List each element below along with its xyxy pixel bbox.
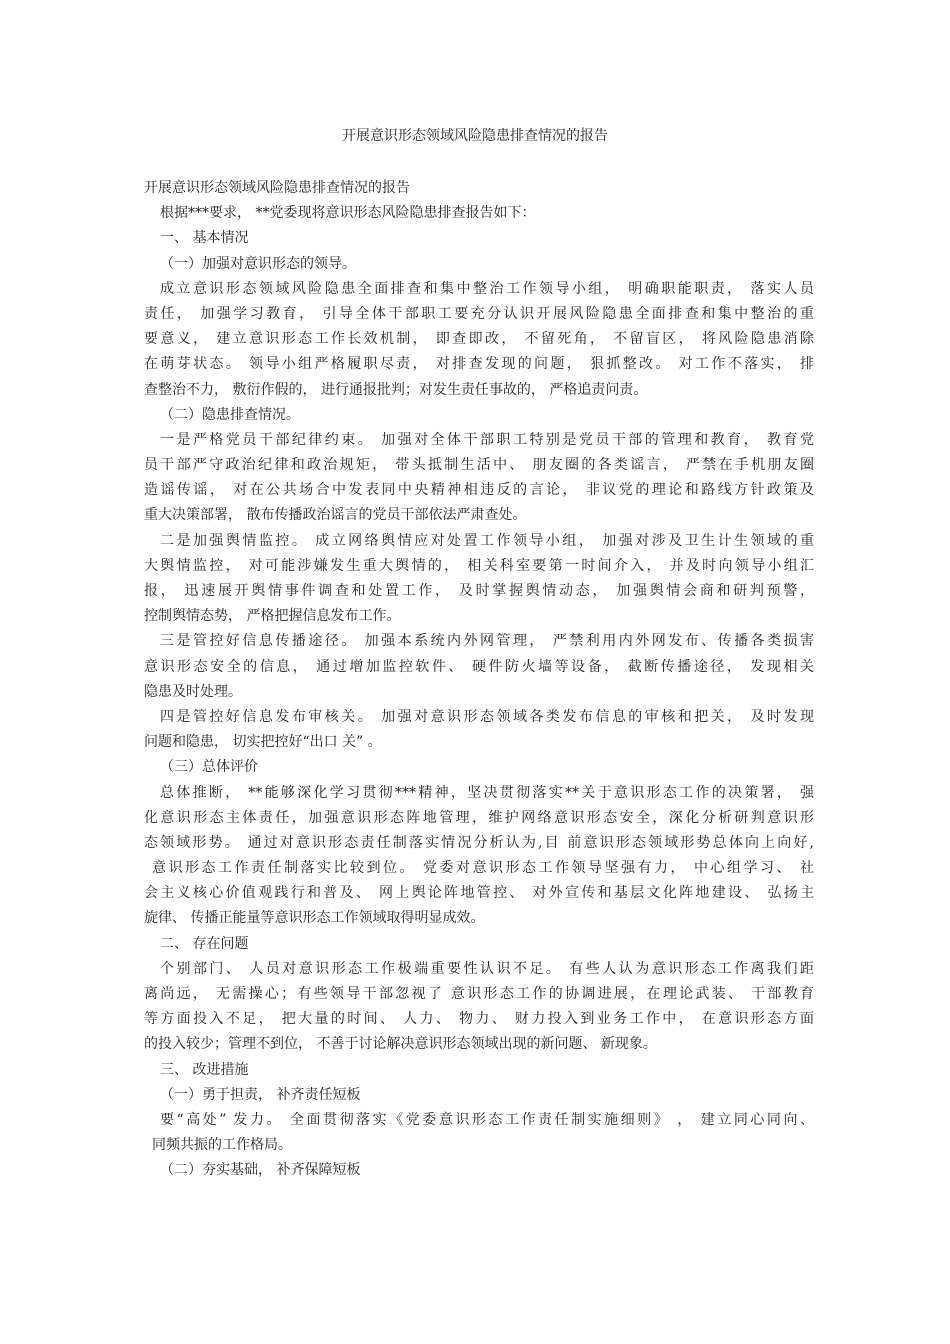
text-line: 重大决策部署， 散布传播政治谣言的党员干部依法严肃查处。 [144,507,527,524]
text-line: 旋律、 传播正能量等意识形态工作领域取得明显成效。 [144,910,485,927]
text-line: （二）夯实基础， 补齐保障短板 [160,1162,361,1179]
text-line: 意识形态安全的信息， 通过增加监控软件、 硬件防火墙等设备， 截断传播途径， 发现相关 [144,658,814,675]
text-line: 个别部门、 人员对意识形态工作极端重要性认识不足。 有些人认为意识形态工作离我们距 [160,960,814,977]
text-line: 三、 改进措施 [160,1061,249,1078]
text-line: （二）隐患排查情况。 [160,406,300,423]
text-line: 化意识形态主体责任，加强意识形态阵地管理，维护网络意识形态安全，深化分析研判意识形 [144,809,814,826]
text-line: 根据***要求， **党委现将意识形态风险隐患排查报告如下： [160,205,536,222]
text-line: 二是加强舆情监控。 成立网络舆情应对处置工作领导小组， 加强对涉及卫生计生领域的重 [160,532,814,549]
text-line: 等方面投入不足， 把大量的时间、 人力、 物力、 财力投入到业务工作中， 在意识形态方面 [144,1011,814,1028]
text-line: 查整治不力， 敷衍作假的， 进行通报批判；对发生责任事故的， 严格追责问责。 [144,381,648,398]
text-line: 报， 迅速展开舆情事件调查和处置工作， 及时掌握舆情动态， 加强舆情会商和研判预警， [144,583,814,599]
text-line: 二、 存在问题 [160,935,249,952]
text-line: 态领域形势。 通过对意识形态责任制落实情况分析认为,目 前意识形态领域形势总体向上向好, [144,834,814,851]
text-line: 大舆情监控， 对可能涉嫌发生重大舆情的， 相关科室要第一时间介入， 并及时向领导小组汇 [144,557,814,574]
text-line: 的投入较少；管理不到位， 不善于讨论解决意识形态领域出现的新问题、 新现象。 [144,1036,657,1053]
text-line: （一）加强对意识形态的领导。 [160,255,356,272]
text-line: 控制舆情态势， 严格把握信息发布工作。 [144,608,401,625]
text-line: 会主义核心价值观践行和普及、 网上舆论阵地管控、 对外宣传和基层文化阵地建设、 弘扬主 [144,885,814,902]
text-line: 开展意识形态领域风险隐患排查情况的报告 [144,180,410,196]
text-line: 离尚远， 无需操心；有些领导干部忽视了 意识形态工作的协调进展，在理论武装、 干部教育 [144,986,814,1002]
text-line: 在萌芽状态。 领导小组严格履职尽责， 对排查发现的问题， 狠抓整改。 对工作不落实， 排 [144,356,814,373]
text-line: （三）总体评价 [160,759,258,776]
text-line: 问题和隐患， 切实把控好“出口 关” 。 [144,734,382,751]
text-line: 一是严格党员干部纪律约束。 加强对全体干部职工特别是党员干部的管理和教育， 教育党 [160,431,814,448]
text-line: 同频共振的工作格局。 [152,1137,292,1154]
text-line: 总体推断， **能够深化学习贯彻***精神，坚决贯彻落实**关于意识形态工作的决策署， 强 [160,784,814,801]
text-line: 一、 基本情况 [160,230,249,247]
text-line: 四是管控好信息发布审核关。 加强对意识形态领域各类发布信息的审核和把关， 及时发现 [160,708,814,725]
document-title: 开展意识形态领域风险隐患排查情况的报告 [342,128,608,144]
text-line: 成立意识形态领域风险隐患全面排查和集中整治工作领导小组， 明确职能职责， 落实人员 [160,280,814,297]
text-line: 三是管控好信息传播途径。 加强本系统内外网管理， 严禁利用内外网发布、传播各类损害 [160,633,814,650]
text-line: （一）勇于担责， 补齐责任短板 [160,1086,361,1103]
text-line: 隐患及时处理。 [144,683,242,700]
text-line: 意识形态工作责任制落实比较到位。 党委对意识形态工作领导坚强有力， 中心组学习、 社 [152,860,814,877]
document-body [144,176,814,1184]
text-line: 要意义， 建立意识形态工作长效机制， 即查即改， 不留死角， 不留盲区， 将风险隐患消除 [144,331,814,348]
text-line: 员干部严守政治纪律和政治规矩， 带头抵制生活中、 朋友圈的各类谣言， 严禁在手机朋友圈 [144,457,814,474]
text-line: 要“高处” 发力。 全面贯彻落实《党委意识形态工作责任制实施细则》 ， 建立同心同向、 [160,1111,814,1128]
text-line: 造谣传谣， 对在公共场合中发表同中央精神相违反的言论， 非议党的理论和路线方针政策及 [144,482,814,499]
text-line: 责任， 加强学习教育， 引导全体干部职工要充分认识开展风险隐患全面排查和集中整治的重 [144,305,814,322]
